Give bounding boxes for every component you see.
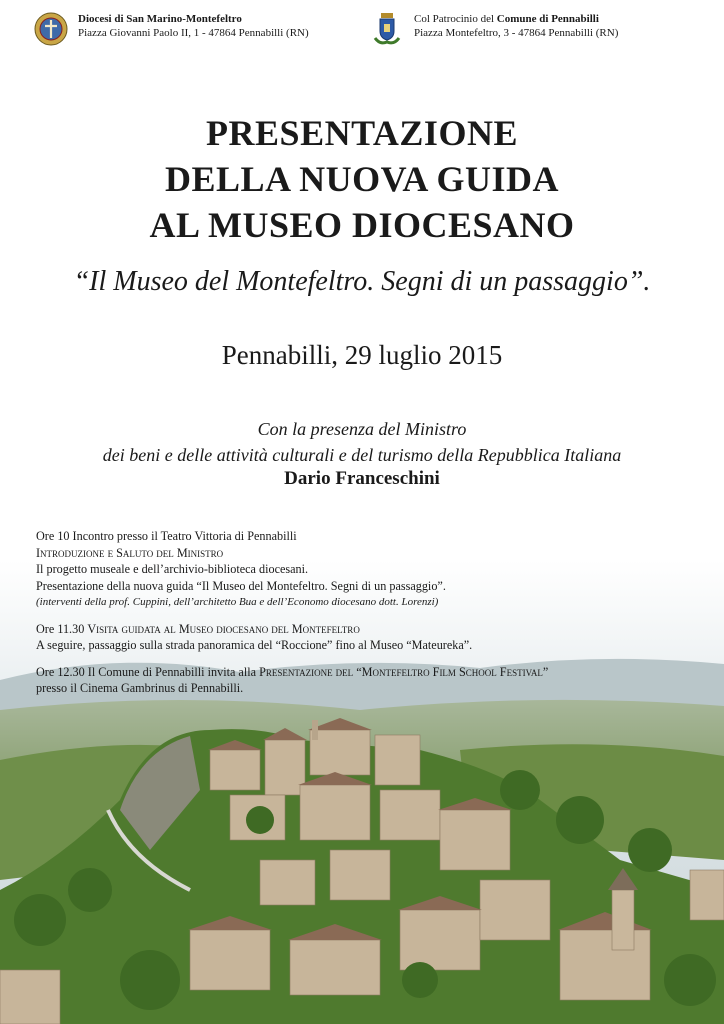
minister-presence xyxy=(0,416,724,468)
program-line xyxy=(36,664,716,681)
program-line: Il progetto museale e dell’archivio-biblioteca diocesani. xyxy=(36,562,309,576)
program-event: Presentazione del “Montefeltro Film School Festival” xyxy=(259,664,549,679)
municipality-address: Piazza Montefeltro, 3 - 47864 Pennabilli (RN) xyxy=(414,27,619,39)
program-schedule xyxy=(36,528,716,697)
program-line xyxy=(36,621,716,638)
patronage-prefix: Col Patrocinio del xyxy=(414,13,495,25)
spacer xyxy=(36,654,716,664)
program-line: Presentazione della nuova guida “Il Museo del Montefeltro. Segni di un passaggio”. xyxy=(36,578,446,593)
program-line: presso il Cinema Gambrinus di Pennabilli. xyxy=(36,681,244,695)
diocese-header xyxy=(34,12,309,46)
spacer xyxy=(36,611,716,621)
book-subtitle: “Il Museo del Montefeltro. Segni di un passaggio”. xyxy=(73,266,651,297)
program-text: Ore 12.30 Il Comune di Pennabilli invita alla xyxy=(36,664,257,679)
title-line-2: DELLA NUOVA GUIDA xyxy=(165,159,559,199)
program-line: Introduzione e Saluto del Ministro xyxy=(36,545,224,560)
program-time: Ore 11.30 xyxy=(36,621,85,636)
diocese-address: Piazza Giovanni Paolo II, 1 - 47864 Pennabilli (RN) xyxy=(78,27,309,39)
header xyxy=(0,12,724,52)
event-date: Pennabilli, 29 luglio 2015 xyxy=(221,340,503,370)
program-note: (interventi della prof. Cuppini, dell’architetto Bua e dell’Economo diocesano dott. Lorenzi) xyxy=(36,596,439,608)
program-event: Visita guidata al Museo diocesano del Montefeltro xyxy=(87,621,360,636)
municipality-header xyxy=(370,12,618,46)
program-line: Ore 10 Incontro presso il Teatro Vittoria di Pennabilli xyxy=(36,529,297,543)
diocese-name: Diocesi di San Marino-Montefeltro xyxy=(78,13,242,25)
title-line-3: AL MUSEO DIOCESANO xyxy=(149,205,575,245)
municipal-coat-of-arms-icon xyxy=(370,12,404,46)
presence-line-2: dei beni e delle attività culturali e del turismo della Repubblica Italiana xyxy=(102,445,622,465)
presence-line-1: Con la presenza del Ministro xyxy=(257,419,467,439)
page-title xyxy=(0,110,724,248)
municipality-text xyxy=(414,12,618,40)
patronage-org: Comune di Pennabilli xyxy=(496,13,599,25)
title-line-1: PRESENTAZIONE xyxy=(206,113,518,153)
diocese-seal-icon xyxy=(34,12,68,46)
program-line: A seguire, passaggio sulla strada panoramica del “Roccione” fino al Museo “Mateureka”. xyxy=(36,638,473,652)
diocese-text xyxy=(78,12,309,40)
minister-name: Dario Franceschini xyxy=(284,468,440,489)
